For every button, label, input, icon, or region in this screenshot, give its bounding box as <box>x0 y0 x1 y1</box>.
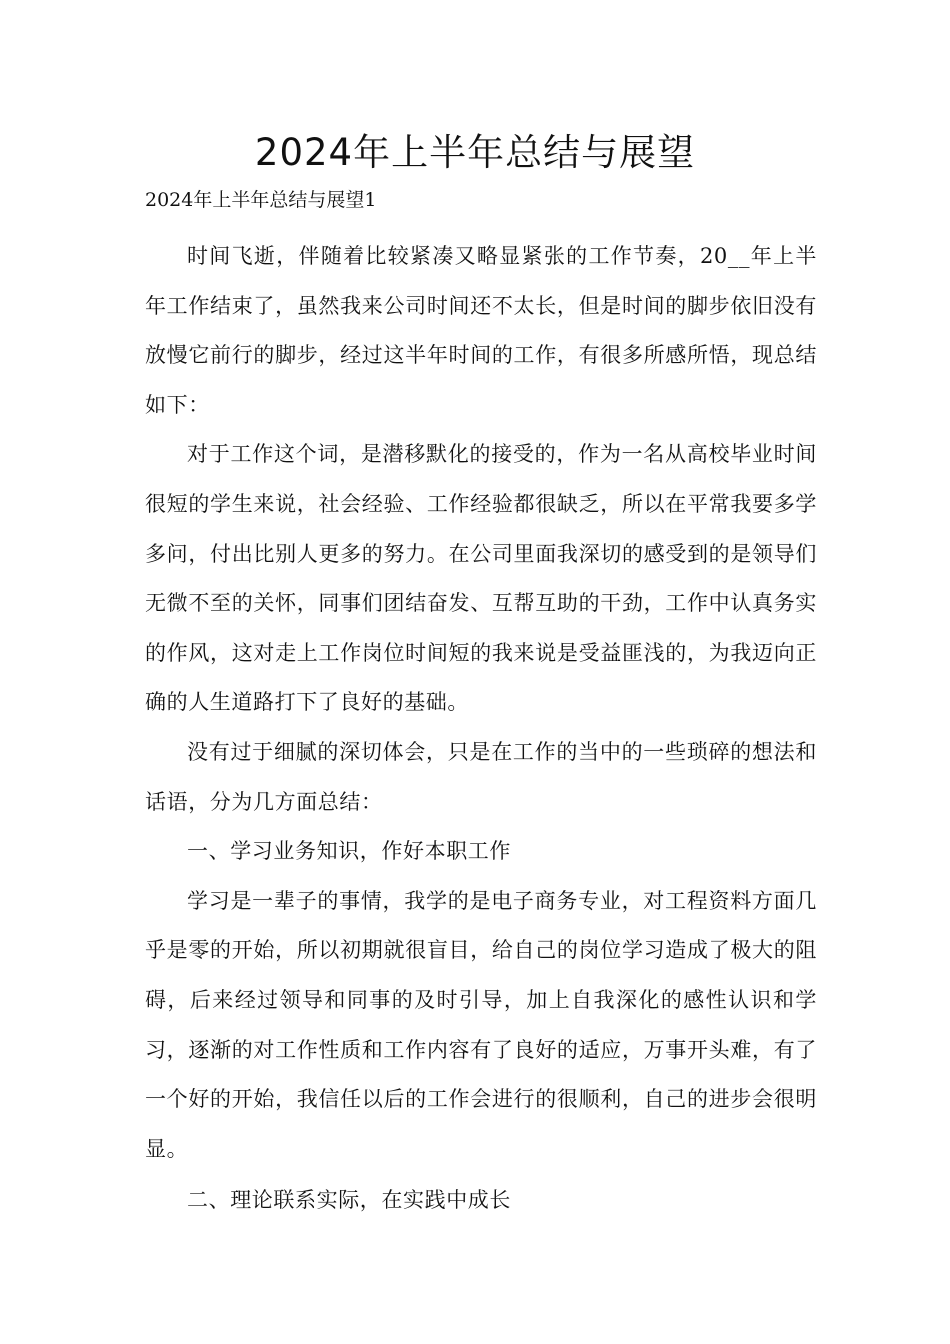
section-heading: 一、学习业务知识，作好本职工作 <box>187 839 511 864</box>
paragraph: 没有过于细腻的深切体会，只是在工作的当中的一些琐碎的想法和话语，分为几方面总结： <box>145 739 817 814</box>
paragraph: 对于工作这个词，是潜移默化的接受的，作为一名从高校毕业时间很短的学生来说，社会经验、工作经验都很缺乏，所以在平常我要多学多问，付出比别人更多的努力。在公司里面我深切的感受到的是领导们无微不至的关怀，同事们团结奋发、互帮互助的干劲，工作中认真务实的作风，这对走上工作岗位时间短的我来说是受益匪浅的，为我迈向正确的人生道路打下了良好的基础。 <box>145 442 817 715</box>
paragraph: 学习是一辈子的事情，我学的是电子商务专业，对工程资料方面几乎是零的开始，所以初期就很盲目，给自己的岗位学习造成了极大的阻碍，后来经过领导和同事的及时引导，加上自我深化的感性认识和学习，逐渐的对工作性质和工作内容有了良好的适应，万事开头难，有了一个好的开始，我信任以后的工作会进行的很顺利，自己的进步会很明显。 <box>145 888 817 1161</box>
section-heading: 二、理论联系实际，在实践中成长 <box>187 1188 511 1213</box>
document-title: 2024年上半年总结与展望 <box>254 131 696 174</box>
document-subtitle: 2024年上半年总结与展望1 <box>145 189 377 211</box>
document-body <box>145 232 817 1226</box>
paragraph: 时间飞逝，伴随着比较紧凑又略显紧张的工作节奏，20__年上半年工作结束了，虽然我来公司时间还不太长，但是时间的脚步依旧没有放慢它前行的脚步，经过这半年时间的工作，有很多所感所悟，现总结如下： <box>145 244 817 417</box>
